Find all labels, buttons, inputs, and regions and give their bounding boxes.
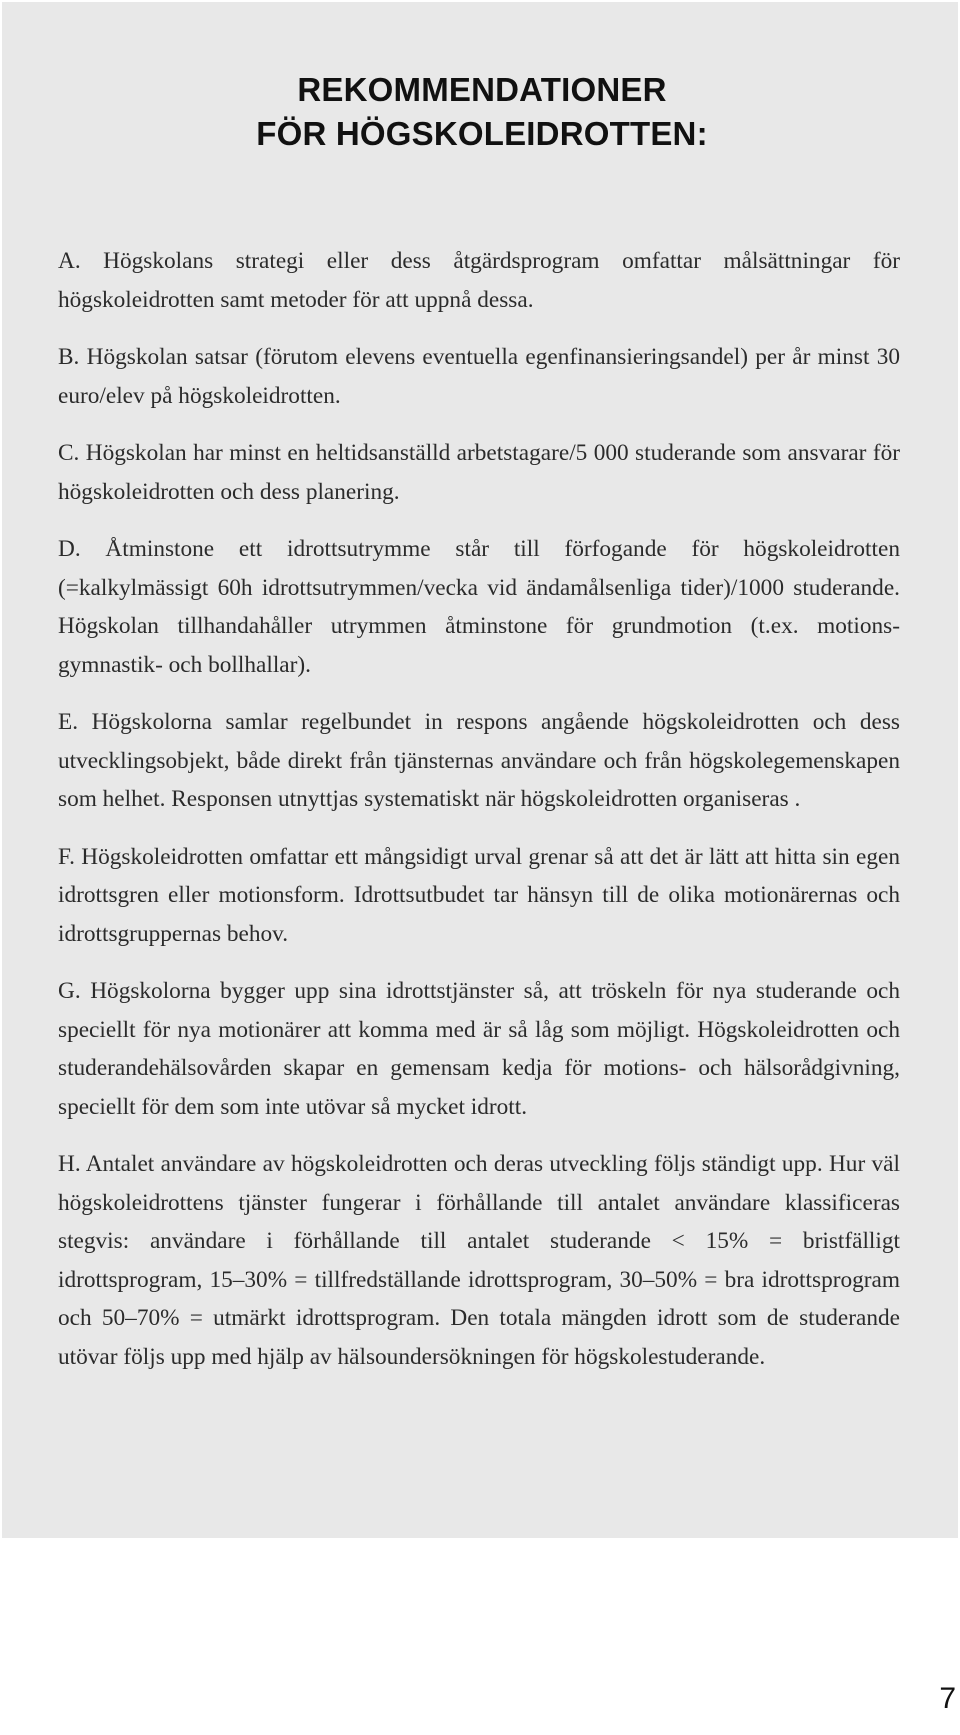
recommendation-c: C. Högskolan har minst en heltidsanställd arbetstagare/5 000 studerande som ansvarar för högskoleidrotten och dess planering. (58, 440, 900, 505)
page-title (2, 68, 960, 156)
recommendation-b: B. Högskolan satsar (förutom elevens eventuella egenfinansieringsandel) per år minst 30 euro/elev på högskoleidrotten. (58, 344, 900, 409)
page-number: 7 (939, 1682, 956, 1715)
recommendation-a: A. Högskolans strategi eller dess åtgärdsprogram omfattar målsättningar för högskoleidrotten samt metoder för att uppnå dessa. (58, 248, 900, 313)
recommendation-e: E. Högskolorna samlar regelbundet in respons angående högskoleidrotten och dess utvecklingsobjekt, både direkt från tjänsternas användare och från högskolegemenskapen som helhet. Responsen utnyttjas systematiskt när högskoleidrotten organiseras . (58, 709, 900, 812)
title-line-2: FÖR HÖGSKOLEIDROTTEN: (256, 115, 708, 152)
recommendation-d: D. Åtminstone ett idrottsutrymme står till förfogande för högskoleidrotten (=kalkylmässigt 60h idrottsutrymmen/vecka vid ändamålsenliga tider)/1000 studerande. Högskolan tillhandahåller utrymmen åtminstone för grundmotion (t.ex. motions- gymnastik- och bollhallar). (58, 536, 900, 678)
recommendations-panel (2, 2, 958, 1538)
recommendation-h: H. Antalet användare av högskoleidrotten och deras utveckling följs ständigt upp. Hur väl högskoleidrottens tjänster fungerar i förhållande till antalet användare klassificeras stegvis: användare i förhållande till antalet studerande < 15% = bristfälligt idrottsprogram, 15–30% = tillfredställande idrottsprogram, 30–50% = bra idrottsprogram och 50–70% = utmärkt idrottsprogram. Den totala mängden idrott som de studerande utövar följs upp med hjälp av hälsoundersökningen för högskolestuderande. (58, 1151, 900, 1370)
recommendation-f: F. Högskoleidrotten omfattar ett mångsidigt urval grenar så att det är lätt att hitta sin egen idrottsgren eller motionsform. Idrottsutbudet tar hänsyn till de olika motionärernas och idrottsgruppernas behov. (58, 843, 900, 947)
recommendation-g: G. Högskolorna bygger upp sina idrottstjänster så, att tröskeln för nya studerande och speciellt för nya motionärer att komma med är så låg som möjligt. Högskoleidrotten och studerandehälsovården skapar en gemensam kedja för motions- och hälsorådgivning, speciellt för dem som inte utövar så mycket idrott. (58, 978, 900, 1120)
title-line-1: REKOMMENDATIONER (297, 71, 667, 108)
recommendation-list (58, 242, 900, 1395)
